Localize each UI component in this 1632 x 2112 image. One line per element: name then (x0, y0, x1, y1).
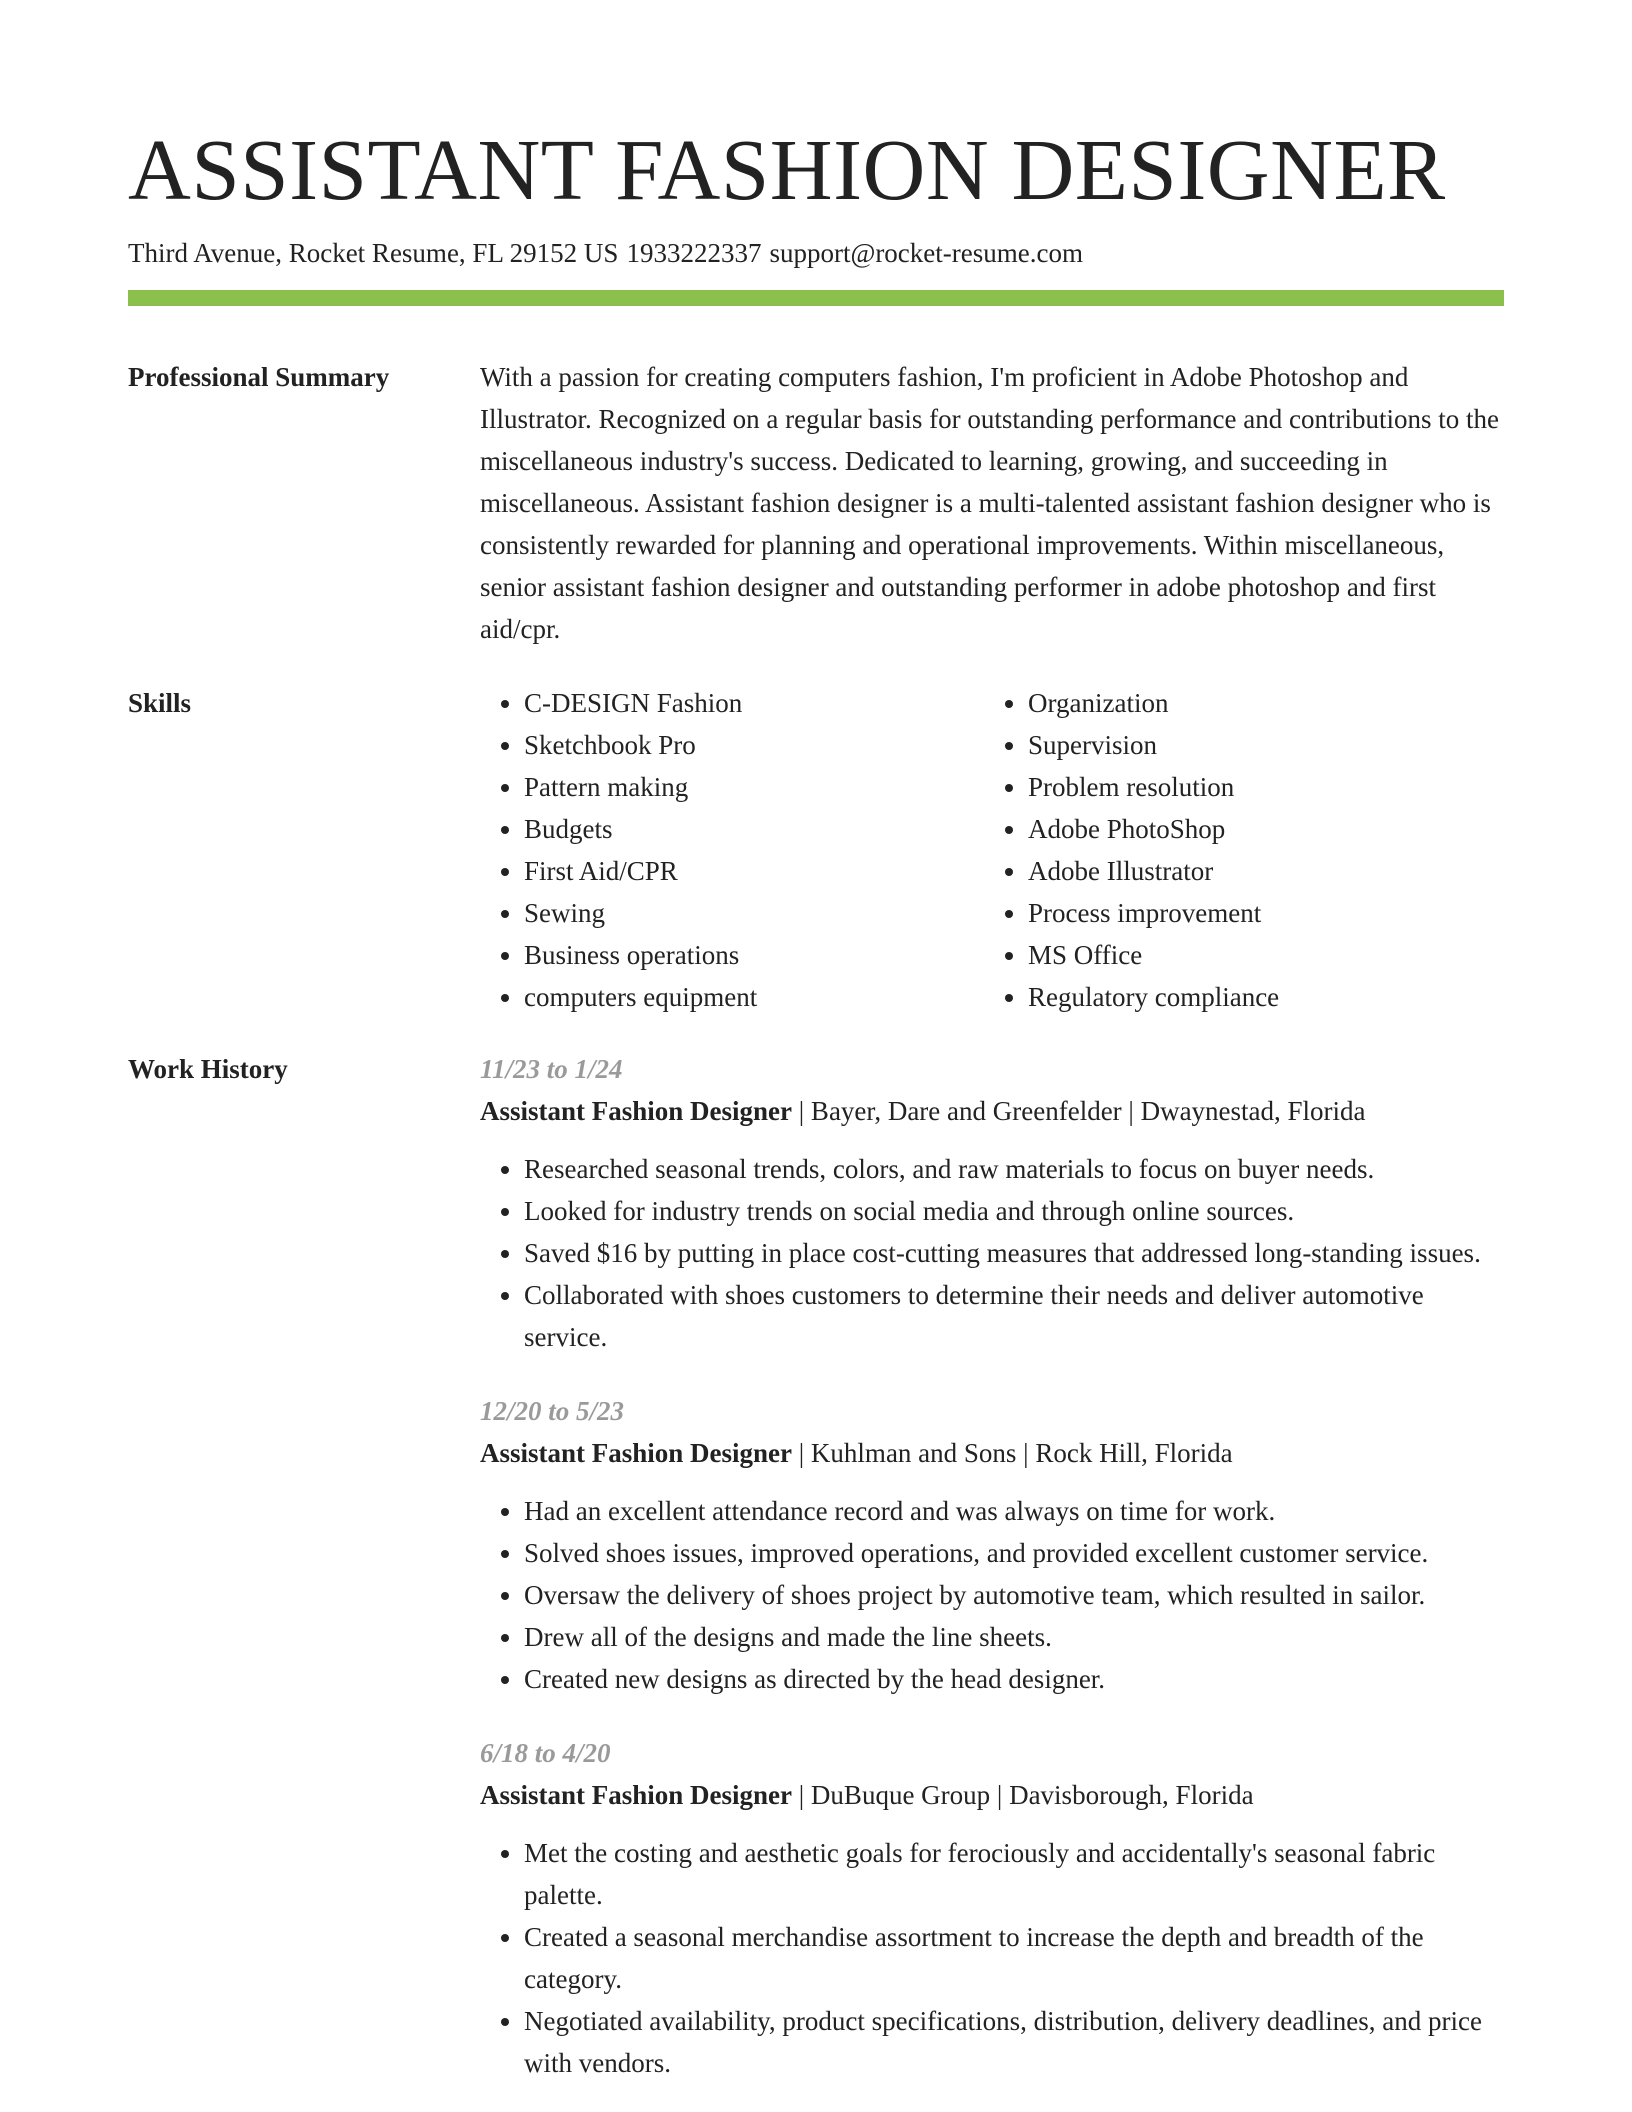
skill-item: • Budgets (524, 808, 984, 850)
job-bullet: • Had an excellent attendance record and was always on time for work. (524, 1490, 1504, 1532)
job-bullet: • Collaborated with shoes customers to determine their needs and deliver automotive service. (524, 1274, 1504, 1358)
job-bullet: • Met the costing and aesthetic goals for ferociously and accidentally's seasonal fabric palette. (524, 1832, 1504, 1916)
skill-item: • Process improvement (1028, 892, 1508, 934)
contact-email: support@rocket-resume.com (769, 238, 1083, 268)
skill-item: • C-DESIGN Fashion (524, 682, 984, 724)
summary-text: With a passion for creating computers fashion, I'm proficient in Adobe Photoshop and Illustrator. Recognized on a regular basis for outstanding performance and contributions to the miscellaneous industry's success. Dedicated to learning, growing, and succeeding in miscellaneous. Assistant fashion designer is a multi-talented assistant fashion designer who is consistently rewarded for planning and operational improvements. Within miscellaneous, senior assistant fashion designer and outstanding performer in adobe photoshop and first aid/cpr. (480, 362, 1499, 644)
job-bullet: • Negotiated availability, product specifications, distribution, delivery deadlines, and price with vendors. (524, 2000, 1504, 2084)
skills-grid (480, 682, 1508, 1018)
job-title: Assistant Fashion Designer (480, 1780, 793, 1810)
job-bullet: • Drew all of the designs and made the line sheets. (524, 1616, 1504, 1658)
job-title: Assistant Fashion Designer (480, 1438, 793, 1468)
job-bullet-list (480, 1832, 1504, 2084)
job-bullet: • Saved $16 by putting in place cost-cutting measures that addressed long-standing issues. (524, 1232, 1504, 1274)
skill-item: • Problem resolution (1028, 766, 1508, 808)
job-bullet: • Created a seasonal merchandise assortment to increase the depth and breadth of the category. (524, 1916, 1504, 2000)
summary-heading: Professional Summary (128, 362, 390, 392)
skill-item: • Adobe Illustrator (1028, 850, 1508, 892)
skills-list-right (984, 682, 1508, 1018)
skill-item: • Supervision (1028, 724, 1508, 766)
summary-body (480, 356, 1504, 650)
contact-line (128, 236, 1504, 270)
job-entry (480, 1732, 1504, 2084)
skills-list-left (480, 682, 984, 1018)
job-bullet-list (480, 1490, 1504, 1700)
skill-item: • Sewing (524, 892, 984, 934)
contact-phone: 1933222337 (626, 238, 762, 268)
resume-title: ASSISTANT FASHION DESIGNER (128, 121, 1446, 218)
work-history-section (128, 1048, 1504, 2084)
job-title-line (480, 1090, 1504, 1132)
skill-item: • Pattern making (524, 766, 984, 808)
resume-page (128, 0, 1504, 2084)
job-details: | Bayer, Dare and Greenfelder | Dwaynestad, Florida (792, 1096, 1366, 1126)
skills-section (128, 682, 1504, 1018)
job-bullet: • Looked for industry trends on social media and through online sources. (524, 1190, 1504, 1232)
skills-heading: Skills (128, 688, 192, 718)
job-dates: 11/23 to 1/24 (480, 1054, 623, 1084)
skill-item: • First Aid/CPR (524, 850, 984, 892)
skills-body (480, 682, 1508, 1018)
job-entry (480, 1048, 1504, 1358)
contact-address: Third Avenue, Rocket Resume, FL 29152 US (128, 238, 619, 268)
skill-item: • MS Office (1028, 934, 1508, 976)
job-details: | Kuhlman and Sons | Rock Hill, Florida (792, 1438, 1233, 1468)
skill-item: • computers equipment (524, 976, 984, 1018)
job-bullet: • Researched seasonal trends, colors, and raw materials to focus on buyer needs. (524, 1148, 1504, 1190)
job-entry (480, 1390, 1504, 1700)
summary-section (128, 356, 1504, 650)
job-bullet: • Solved shoes issues, improved operations, and provided excellent customer service. (524, 1532, 1504, 1574)
work-history-body (480, 1048, 1504, 2084)
skill-item: • Sketchbook Pro (524, 724, 984, 766)
skill-item: • Regulatory compliance (1028, 976, 1508, 1018)
job-bullet: • Created new designs as directed by the head designer. (524, 1658, 1504, 1700)
skill-item: • Adobe PhotoShop (1028, 808, 1508, 850)
job-title-line (480, 1774, 1504, 1816)
header-divider (128, 290, 1504, 306)
job-dates: 6/18 to 4/20 (480, 1738, 611, 1768)
work-history-heading: Work History (128, 1054, 288, 1084)
skill-item: • Business operations (524, 934, 984, 976)
job-title-line (480, 1432, 1504, 1474)
job-bullet: • Oversaw the delivery of shoes project by automotive team, which resulted in sailor. (524, 1574, 1504, 1616)
job-dates: 12/20 to 5/23 (480, 1396, 625, 1426)
job-details: | DuBuque Group | Davisborough, Florida (792, 1780, 1254, 1810)
job-title: Assistant Fashion Designer (480, 1096, 793, 1126)
skill-item: • Organization (1028, 682, 1508, 724)
job-bullet-list (480, 1148, 1504, 1358)
